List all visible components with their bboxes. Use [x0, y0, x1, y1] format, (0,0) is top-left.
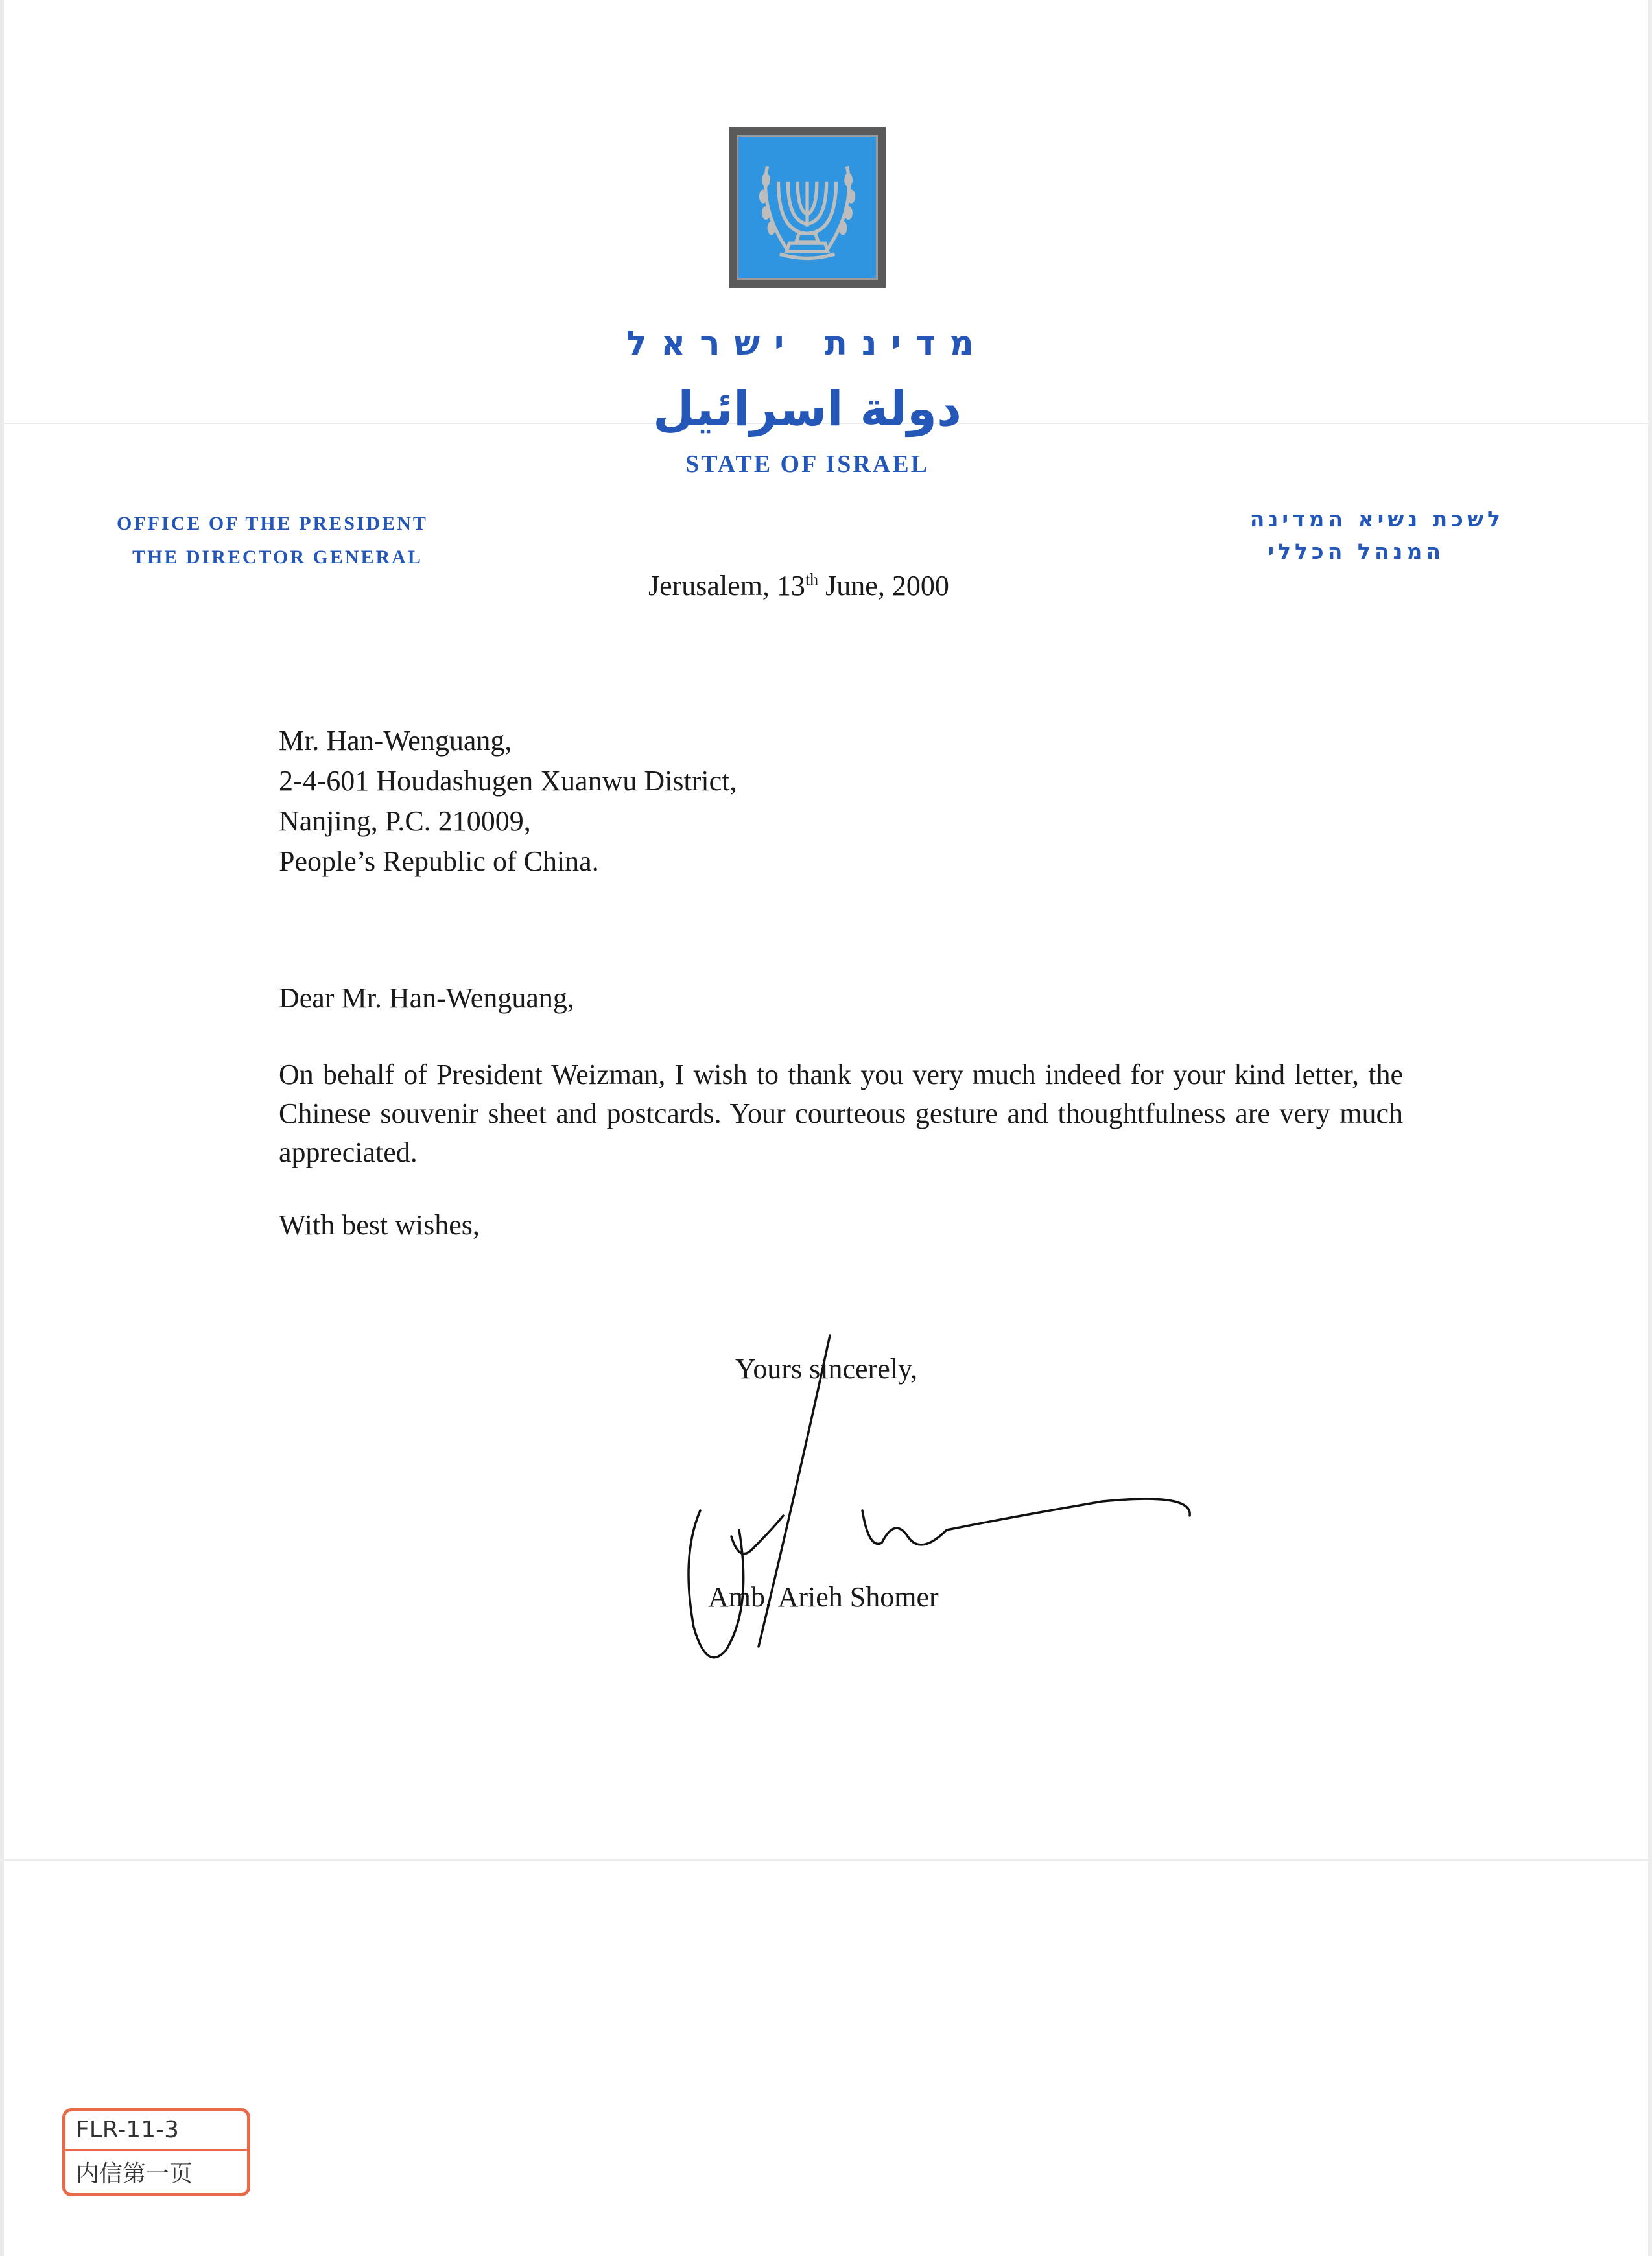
letter-date: Jerusalem, 13th June, 2000 [648, 570, 949, 602]
office-line-2: THE DIRECTOR GENERAL [132, 546, 423, 568]
office-hebrew-line-2: המנהל הכללי [1268, 539, 1445, 564]
date-ordinal: th [805, 570, 819, 589]
hebrew-state-title: מדינת ישראל [626, 324, 989, 363]
address-line: 2-4-601 Houdashugen Xuanwu District, [279, 765, 737, 797]
closing-line: With best wishes, [279, 1209, 480, 1241]
office-line-1: OFFICE OF THE PRESIDENT [117, 513, 428, 534]
letter-body: On behalf of President Weizman, I wish to thank you very much indeed for your kind letter, the Chinese souvenir sheet and postcards. Your courteous gesture and thoughtfulness are very much appreciated. [279, 1059, 1403, 1168]
office-heading-hebrew [1180, 503, 1504, 568]
salutation: Dear Mr. Han-Wenguang, [279, 982, 574, 1014]
recipient-address [279, 721, 1251, 882]
archive-stamp-note: 内信第一页 [76, 2161, 193, 2187]
stamp-divider [65, 2149, 247, 2151]
address-line: Mr. Han-Wenguang, [279, 725, 512, 757]
office-hebrew-line-1: לשכת נשיא המדינה [1249, 506, 1504, 532]
sign-off: Yours sincerely, [735, 1353, 918, 1385]
address-line: People’s Republic of China. [279, 845, 599, 877]
arabic-state-title: دولة اسرائيل [653, 381, 962, 437]
menorah-emblem-icon [729, 127, 886, 288]
handwritten-signature [674, 1322, 1206, 1686]
office-heading-english [117, 507, 519, 574]
signer-name: Amb. Arieh Shomer [708, 1581, 939, 1613]
address-line: Nanjing, P.C. 210009, [279, 805, 531, 837]
menorah-emblem-graphic [738, 137, 876, 278]
archive-stamp [62, 2108, 250, 2196]
state-title: STATE OF ISRAEL [685, 451, 929, 478]
paper-fold-line [0, 1859, 1652, 1861]
archive-stamp-code: FLR-11-3 [76, 2117, 180, 2143]
